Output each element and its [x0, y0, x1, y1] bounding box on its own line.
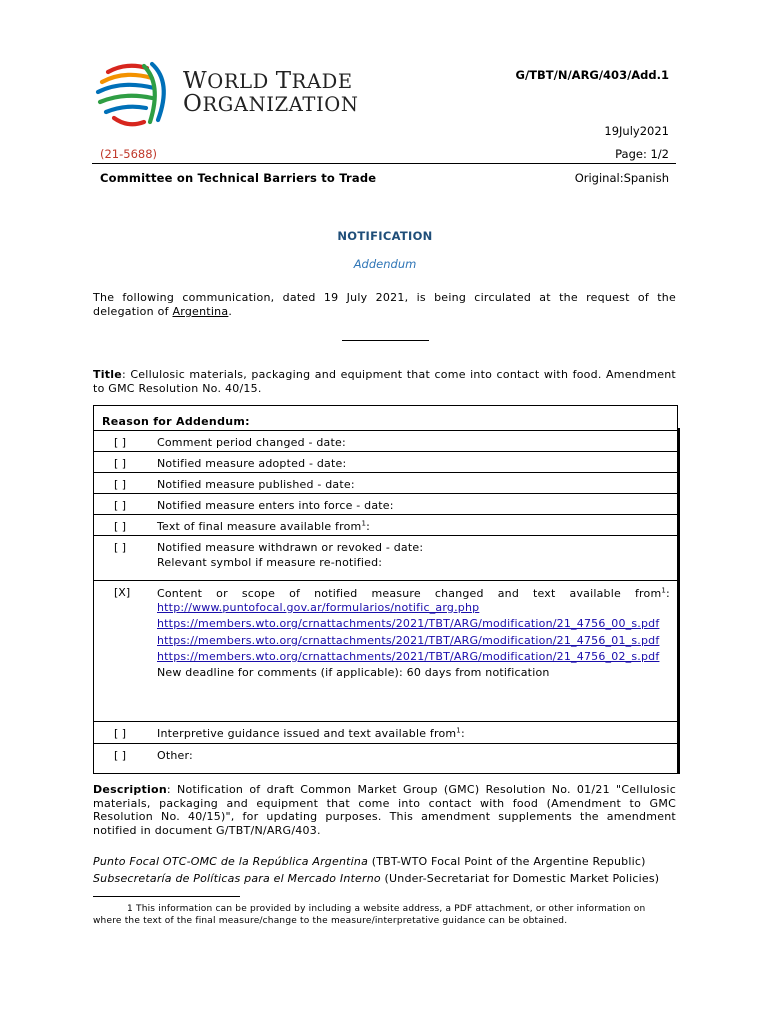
org-line1-rest: ORLD: [207, 70, 276, 93]
original-language: Original:Spanish: [574, 171, 669, 185]
addendum-subheading: Addendum: [353, 257, 417, 271]
checkbox-mark: [ ]: [114, 478, 127, 491]
checkbox-mark: [ ]: [114, 727, 127, 740]
document-date: 19July2021: [604, 124, 669, 138]
checkbox-mark: [ ]: [114, 436, 127, 449]
link-attachment-00[interactable]: https://members.wto.org/crnattachments/2021/TBT/ARG/modification/21_4756_00_s.pdf: [157, 617, 660, 630]
reason-row: [ ] Notified measure adopted - date:: [94, 451, 677, 473]
reason-row: [ ] Notified measure withdrawn or revoked - date: Relevant symbol if measure re-notified:: [94, 535, 677, 581]
checkbox-mark: [ ]: [114, 499, 127, 512]
country-name: Argentina: [172, 304, 229, 318]
document-symbol: G/TBT/N/ARG/403/Add.1: [515, 68, 669, 82]
footnote-rule: [93, 896, 240, 897]
footnote: 1 This information can be provided by including a website address, a PDF attachment, or other information on where the text of the final measure/change to the measure/interpretative guidance can be obtained.: [93, 904, 646, 926]
reason-heading: Reason for Addendum:: [102, 415, 250, 428]
organization-name: WORLD TRADE ORGANIZATION: [183, 68, 359, 117]
separator-line: [342, 340, 429, 341]
notification-heading: NOTIFICATION: [337, 229, 433, 243]
reason-row: [ ] Notified measure published - date:: [94, 472, 677, 494]
committee-name: Committee on Technical Barriers to Trade: [100, 171, 377, 185]
checkbox-mark: [ ]: [114, 749, 127, 762]
page-number: Page: 1/2: [615, 147, 669, 161]
intro-paragraph: The following communication, dated 19 July 2021, is being circulated at the request of the delegation of Argentina.: [93, 291, 676, 318]
reason-for-addendum-box: [93, 405, 678, 774]
new-deadline: New deadline for comments (if applicable): 60 days from notification: [157, 665, 550, 679]
reason-row: [ ] Other:: [94, 743, 677, 774]
focal-point-block: Punto Focal OTC-OMC de la República Argentina (TBT-WTO Focal Point of the Argentine Republic) Subsecretaría de Políticas para el Mercado Interno (Under-Secretariat for Domestic Market Policies): [93, 855, 660, 885]
checkbox-mark: [ ]: [114, 520, 127, 533]
description-label: Description: [93, 783, 167, 796]
reason-row-content-changed: [X] Content or scope of notified measure changed and text available from$^1$: http://www.puntofocal.gov.ar/formularios/notific_arg.php https://members.wto.org/crnattachments/2021/TBT/ARG/modification/21_4756_00_s.pdf https://members.wto.org/crnattachments/2021/TBT/ARG/modification/21_4756_01_s.pdf https://members.wto.org/crnattachments/2021/TBT/ARG/modification/21_4756_02_s.pdf New deadline for comments (if applicable): 60 days from notification: [94, 580, 677, 722]
reason-row: [ ] Text of final measure available from$^1$:: [94, 514, 677, 536]
link-attachment-01[interactable]: https://members.wto.org/crnattachments/2021/TBT/ARG/modification/21_4756_01_s.pdf: [157, 633, 660, 647]
header-rule: [92, 163, 676, 164]
wto-logo-icon: [92, 58, 182, 130]
reason-row: [ ] Comment period changed - date:: [94, 430, 677, 452]
checkbox-mark: [ ]: [114, 541, 127, 554]
reason-row: [ ] Notified measure enters into force - date:: [94, 493, 677, 515]
link-puntofocal[interactable]: http://www.puntofocal.gov.ar/formularios/notific_arg.php: [157, 600, 480, 614]
checkbox-mark: [ ]: [114, 457, 127, 470]
checkbox-mark-checked: [X]: [114, 586, 131, 599]
link-attachment-02[interactable]: https://members.wto.org/crnattachments/2021/TBT/ARG/modification/21_4756_02_s.pdf: [157, 650, 660, 663]
reference-number: (21-5688): [100, 147, 158, 161]
description-paragraph: Description: Notification of draft Common Market Group (GMC) Resolution No. 01/21 "Cellulosic materials, packaging and equipment that come into contact with food (Amendment to GMC Resolution No. 40/15)", for updating purposes. This amendment supplements the amendment notified in document G/TBT/N/ARG/403.: [93, 783, 676, 837]
title-label: Title: [93, 368, 123, 381]
title-paragraph: Title: Cellulosic materials, packaging and equipment that come into contact with food. Amendment to GMC Resolution No. 40/15.: [93, 368, 676, 395]
reason-row: [ ] Interpretive guidance issued and text available from$^1$:: [94, 721, 677, 744]
